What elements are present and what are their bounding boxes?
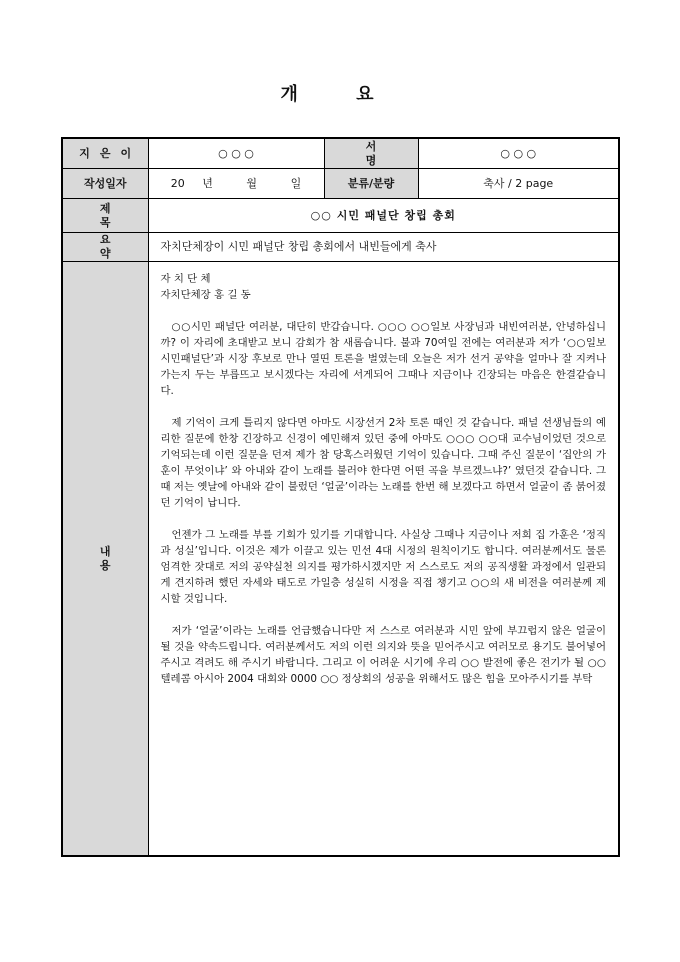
category-label: 분류/분량 [324, 169, 418, 199]
date-day-unit: 일 [290, 176, 302, 190]
date-year-unit: 년 [202, 176, 213, 190]
content-label: 내 용 [62, 262, 148, 857]
signature-label: 서 명 [324, 138, 418, 169]
content-body [148, 262, 619, 857]
speaker-organization: 자 치 단 체 [160, 273, 211, 285]
summary-value: 자치단체장이 시민 패널단 창립 총회에서 내빈들에게 축사 [148, 233, 619, 262]
document-title: ○○ 시민 패널단 창립 총회 [148, 199, 619, 233]
date-value [148, 169, 324, 199]
summary-label: 요 약 [62, 233, 148, 262]
speech-paragraph-2: 제 기억이 크게 틀리지 않다면 아마도 시장선거 2차 토론 때인 것 같습니다. 패널 선생님들의 예리한 질문에 한창 긴장하고 신경이 예민해져 있던 중에 아마도 ○○○ ○○대 교수님이었던 것으로 기억되는데 이런 질문을 던져 제가 참 당혹스러웠던 기억이 있습니다. 그때 주신 질문이 ‘집안의 가훈이 무엇이냐’ 와 아내와 같이 노래를 불러야 한다면 어떤 곡을 부르겠느냐?’ 였던것 같습니다. 그때 저는 옛날에 아내와 같이 불렀던 ‘얼굴’이라는 노래를 한번 해 보겠다고 하면서 얼굴이 좀 붉어졌던 기억이 납니다. [160, 417, 606, 509]
date-year-prefix: 20 [170, 176, 185, 190]
date-label: 작성일자 [62, 169, 148, 199]
author-label: 지은이 [62, 138, 148, 169]
speaker-name: 자치단체장 홍 길 동 [160, 289, 251, 301]
speech-paragraph-4: 저가 ‘얼굴’이라는 노래를 언급했습니다만 저 스스로 여러분과 시민 앞에 부끄럽지 않은 얼굴이 될 것을 약속드립니다. 여러분께서도 저의 이런 의지와 뜻을 믿어주시고 여러모로 용기도 불어넣어 주시고 격려도 해 주시기 바랍니다. 그리고 이 어려운 시기에 우리 ○○ 발전에 좋은 전기가 될 ○○ 텔레콤 아시아 2004 대회와 0000 ○○ 정상회의 성공을 위해서도 많은 힘을 모아주시기를 부탁 [160, 625, 606, 685]
page-title: 개 요 [280, 84, 400, 105]
category-value: 축사 / 2 page [418, 169, 619, 199]
speech-paragraph-3: 언젠가 그 노래를 부를 기회가 있기를 기대합니다. 사실상 그때나 지금이나 저희 집 가훈은 ‘정직과 성실’입니다. 이것은 제가 이끌고 있는 민선 4대 시정의 원칙이기도 합니다. 여러분께서도 물론 엄격한 잣대로 저의 공약실천 의지를 평가하시겠지만 저 스스로도 저의 공직생활 과정에서 일관되게 견지하려 했던 자세와 태도로 가일층 성실히 시정을 직접 챙기고 ○○의 새 비전을 여러분께 제시할 것입니다. [160, 529, 606, 605]
summary-row [62, 233, 619, 262]
content-row [62, 262, 619, 857]
signature-value: ○ ○ ○ [418, 138, 619, 169]
title-row [62, 199, 619, 233]
summary-form-table [61, 137, 620, 857]
speech-paragraph-1: ○○시민 패널단 여러분, 대단히 반갑습니다. ○○○ ○○일보 사장님과 내빈여러분, 안녕하십니까? 이 자리에 초대받고 보니 감회가 참 새롭습니다. 불과 70여일 전에는 여러분과 저가 ‘○○일보 시민패널단’과 시장 후보로 만나 열띤 토론을 벌였는데 오늘은 저가 선거 공약을 얼마나 잘 지켜나가는지 두는 부릅뜨고 보시겠다는 자리에 서게되어 그때나 지금이나 긴장되는 마음은 한결같습니다. [160, 321, 606, 397]
date-row [62, 169, 619, 199]
author-value: ○ ○ ○ [148, 138, 324, 169]
title-label: 제 목 [62, 199, 148, 233]
author-row [62, 138, 619, 169]
date-month-unit: 월 [246, 176, 258, 190]
